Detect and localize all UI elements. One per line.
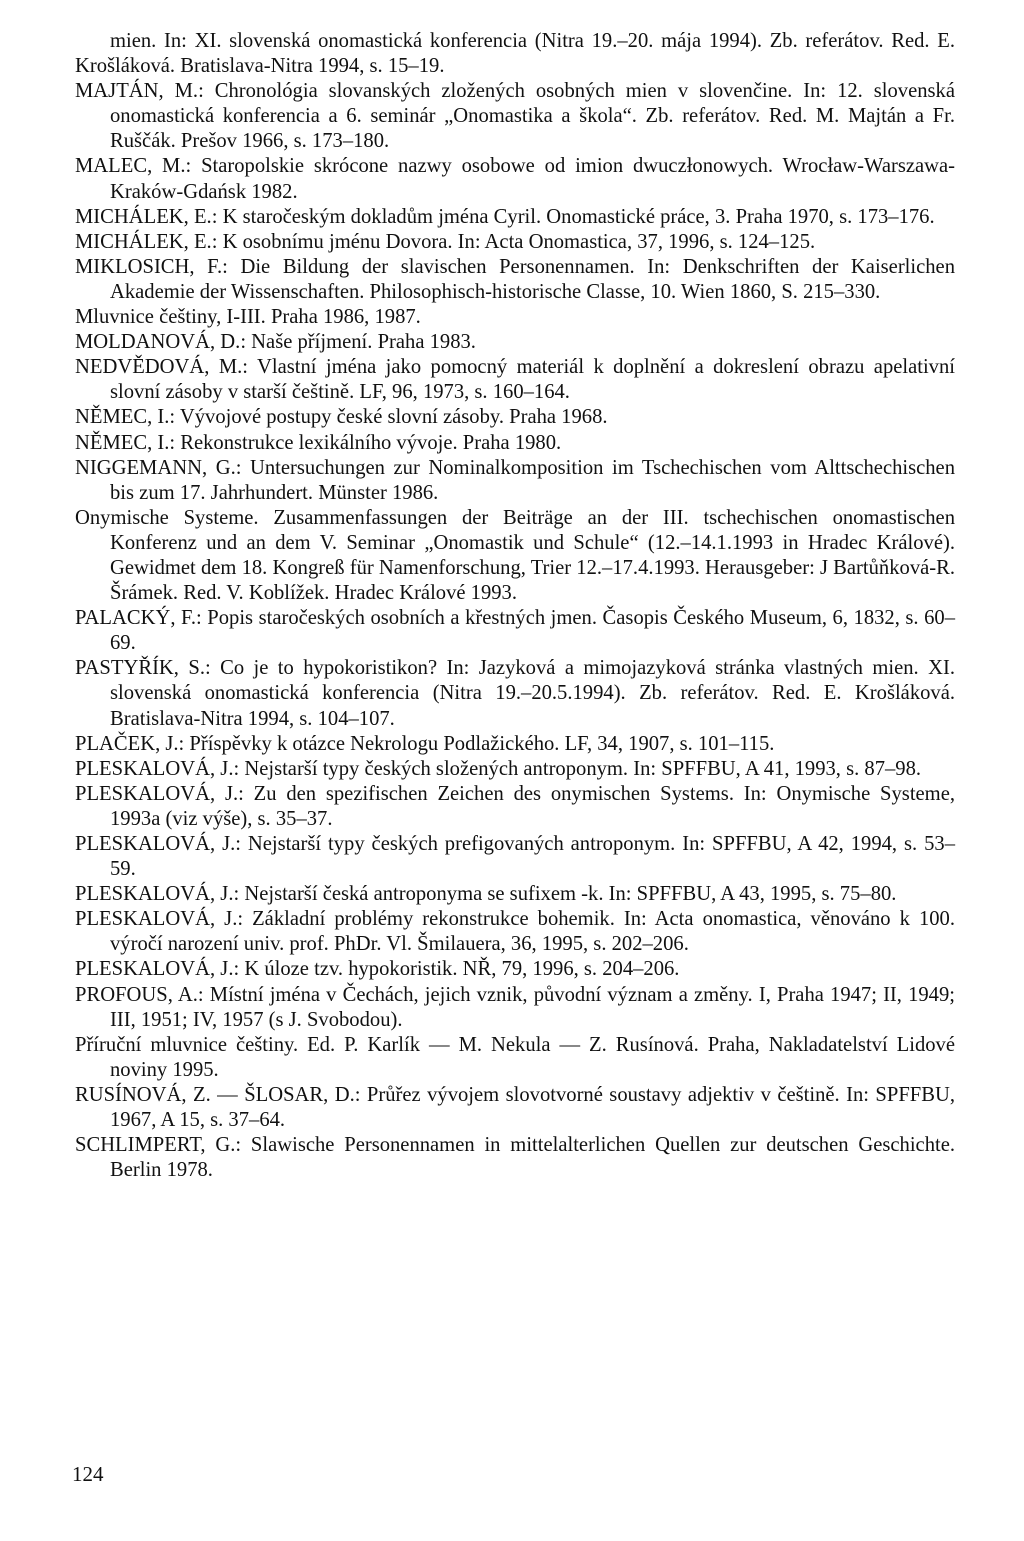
bibliography-entry: PROFOUS, A.: Místní jména v Čechách, jejich vznik, původní význam a změny. I, Praha 1947; II, 1949; III, 1951; IV, 1957 (s J. Svobodou).: [75, 983, 955, 1031]
bibliography-entry: PASTYŘÍK, S.: Co je to hypokoristikon? In: Jazyková a mimojazyková stránka vlastných mien. XI. slovenská onomastická konferencia (Nitra 19.–20.5.1994). Zb. referátov. Red. E. Krošláková. Bratislava-Nitra 1994, s. 104–107.: [75, 657, 955, 730]
bibliography-entry: SCHLIMPERT, G.: Slawische Personennamen in mittelalterlichen Quellen zur deutschen Geschichte. Berlin 1978.: [75, 1134, 955, 1182]
bibliography-entry: PLESKALOVÁ, J.: Základní problémy rekonstrukce bohemik. In: Acta onomastica, věnováno k 100. výročí narození univ. prof. PhDr. Vl. Šmilauera, 36, 1995, s. 202–206.: [75, 908, 955, 956]
bibliography-entry: MAJTÁN, M.: Chronológia slovanských zložených osobných mien v slovenčine. In: 12. slovenská onomastická konferencia a 6. seminár „Onomastika a škola“. Zb. referátov. Red. M. Majtán a Fr. Ruščák. Prešov 1966, s. 173–180.: [75, 80, 955, 153]
bibliography-entry: Příruční mluvnice češtiny. Ed. P. Karlík — M. Nekula — Z. Rusínová. Praha, Nakladatelství Lidové noviny 1995.: [75, 1033, 955, 1081]
bibliography-entry: PLESKALOVÁ, J.: Nejstarší typy českých prefigovaných antroponym. In: SPFFBU, A 42, 1994, s. 53–59.: [75, 833, 955, 881]
bibliography-entry: RUSÍNOVÁ, Z. — ŠLOSAR, D.: Průřez vývojem slovotvorné soustavy adjektiv v češtině. In: SPFFBU, 1967, A 15, s. 37–64.: [75, 1083, 955, 1132]
bibliography-list: [75, 29, 955, 1183]
bibliography-entry: MICHÁLEK, E.: K osobnímu jménu Dovora. In: Acta Onomastica, 37, 1996, s. 124–125.: [75, 230, 816, 253]
page-number: 124: [72, 1462, 104, 1486]
bibliography-entry: PLESKALOVÁ, J.: Nejstarší typy českých složených antroponym. In: SPFFBU, A 41, 1993, s. 87–98.: [75, 757, 922, 780]
bibliography-entry: NĚMEC, I.: Rekonstrukce lexikálního vývoje. Praha 1980.: [75, 431, 562, 454]
bibliography-entry: NIGGEMANN, G.: Untersuchungen zur Nominalkomposition im Tschechischen vom Alttschechischen bis zum 17. Jahrhundert. Münster 1986.: [75, 456, 955, 504]
bibliography-entry: MOLDANOVÁ, D.: Naše příjmení. Praha 1983.: [75, 331, 476, 354]
bibliography-entry: PLAČEK, J.: Příspěvky k otázce Nekrologu Podlažického. LF, 34, 1907, s. 101–115.: [75, 732, 775, 755]
bibliography-entry: Onymische Systeme. Zusammenfassungen der Beiträge an der III. tschechischen onomastischen Konferenz und an dem V. Seminar „Onomastik und Schule“ (12.–14.1.1993 in Hradec Králové). Gewidmet dem 18. Kongreß für Namenforschung, Trier 12.–17.4.1993. Herausgeber: J Bartůňková-R. Šrámek. Red. V. Koblížek. Hradec Králové 1993.: [75, 506, 955, 605]
bibliography-entry: NĚMEC, I.: Vývojové postupy české slovní zásoby. Praha 1968.: [75, 406, 608, 429]
bibliography-entry: MIKLOSICH, F.: Die Bildung der slavischen Personennamen. In: Denkschriften der Kaiserlichen Akademie der Wissenschaften. Philosophisch-historische Classe, 10. Wien 1860, S. 215–330.: [75, 255, 955, 303]
bibliography-entry: PALACKÝ, F.: Popis staročeských osobních a křestných jmen. Časopis Českého Museum, 6, 1832, s. 60–69.: [75, 607, 955, 655]
bibliography-entry: NEDVĚDOVÁ, M.: Vlastní jména jako pomocný materiál k doplnění a dokreslení obrazu apelativní slovní zásoby v starší češtině. LF, 96, 1973, s. 160–164.: [75, 356, 955, 404]
bibliography-entry: PLESKALOVÁ, J.: Zu den spezifischen Zeichen des onymischen Systems. In: Onymische Systeme, 1993a (viz výše), s. 35–37.: [75, 782, 955, 830]
bibliography-entry: PLESKALOVÁ, J.: K úloze tzv. hypokoristik. NŘ, 79, 1996, s. 204–206.: [75, 958, 680, 981]
bibliography-entry: MICHÁLEK, E.: K staročeským dokladům jména Cyril. Onomastické práce, 3. Praha 1970, s. 173–176.: [75, 205, 935, 228]
bibliography-entry: Mluvnice češtiny, I-III. Praha 1986, 1987.: [75, 306, 421, 329]
bibliography-entry: PLESKALOVÁ, J.: Nejstarší česká antroponyma se sufixem -k. In: SPFFBU, A 43, 1995, s. 75–80.: [75, 883, 897, 906]
bibliography-entry: MALEC, M.: Staropolskie skrócone nazwy osobowe od imion dwuczłonowych. Wrocław-Warszawa-Kraków-Gdańsk 1982.: [75, 155, 955, 203]
bibliography-entry: mien. In: XI. slovenská onomastická konferencia (Nitra 19.–20. mája 1994). Zb. referátov. Red. E. Krošláková. Bratislava-Nitra 1994, s. 15–19.: [75, 30, 955, 78]
